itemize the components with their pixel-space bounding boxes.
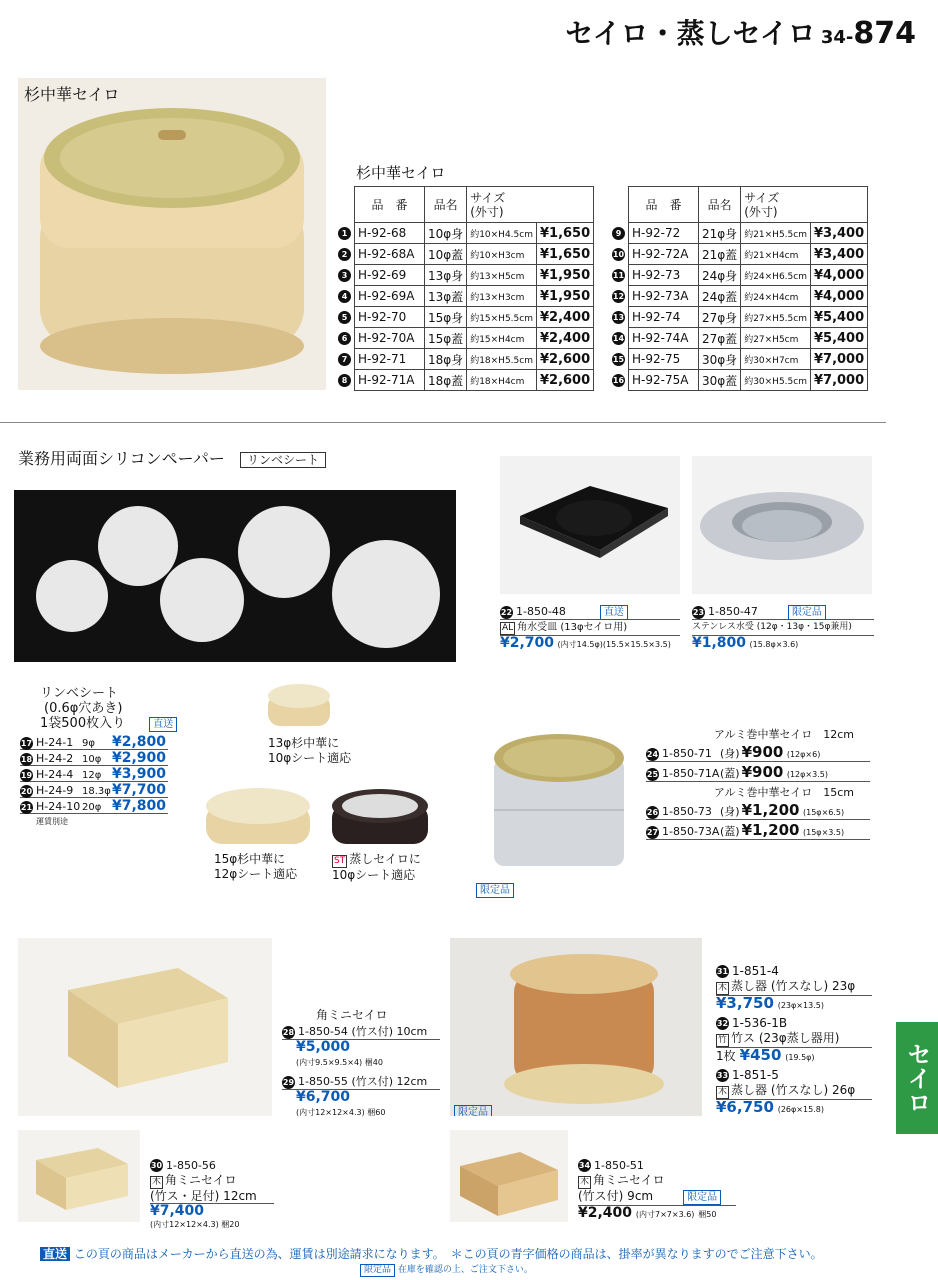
row-number: 10: [612, 250, 625, 259]
page-title: セイロ・蒸しセイロ: [565, 17, 816, 50]
alumi-title-12: アルミ巻中華セイロ 12cm: [714, 728, 854, 741]
silicon-photo: [14, 490, 456, 662]
cell-name: 21φ身: [699, 223, 741, 244]
row-number: 16: [612, 376, 625, 385]
item-code: H-24-1: [36, 736, 74, 749]
item28: 28 1-850-54 (竹ス付) 10cm ¥5,000 (内寸9.5×9.5×4) 梱40: [282, 1024, 440, 1070]
table-row: [612, 328, 868, 349]
sugi-table-left: [338, 186, 594, 391]
cell-code: H-92-72: [629, 223, 699, 244]
sheet-13-photo: [264, 676, 334, 732]
header-name: 品名: [699, 187, 741, 223]
silicon-desc-name: リンベシート: [40, 686, 119, 701]
cell-size: 約15×H5.5cm: [467, 307, 537, 328]
cell-num: [338, 349, 355, 370]
list-item: [20, 782, 168, 798]
item-note: (12φ×6): [786, 750, 821, 759]
item-part: (蓋): [720, 825, 740, 838]
item-size: 9φ: [82, 738, 95, 749]
row-number: 4: [338, 290, 351, 303]
sugi-photo: [18, 78, 326, 390]
row-number: 6: [338, 332, 351, 345]
cell-num: [612, 265, 629, 286]
cell-price: ¥1,650: [536, 244, 593, 265]
cell-name: 27φ蓋: [699, 328, 741, 349]
row-number: 3: [338, 269, 351, 282]
silicon-title: 業務用両面シリコンペーパー: [18, 449, 225, 468]
list-item: [20, 734, 168, 750]
row-number: 27: [646, 827, 659, 837]
cell-name: 13φ身: [425, 265, 467, 286]
table-row: [612, 286, 868, 307]
header-size: サイズ (外寸): [741, 187, 868, 223]
cell-code: H-92-69: [355, 265, 425, 286]
kaku-photo: [18, 938, 272, 1116]
table-row: [338, 328, 594, 349]
item-part: (身): [720, 747, 740, 760]
item22-info: 22 1-850-48 直送 AL 角水受皿 (13φセイロ用) ¥2,700 (内寸14.5φ)(15.5×15.5×3.5): [500, 604, 680, 652]
cell-code: H-92-70A: [355, 328, 425, 349]
footer-direct-tag: 直送: [40, 1247, 70, 1261]
side-tab: [896, 1022, 938, 1134]
row-number: 20: [20, 786, 33, 796]
cell-code: H-92-73: [629, 265, 699, 286]
row-number: 15: [612, 355, 625, 364]
cell-size: 約27×H5cm: [741, 328, 811, 349]
alumi-photo: [486, 718, 632, 876]
row-number: 1: [338, 227, 351, 240]
row-number: 12: [612, 292, 625, 301]
cell-name: 27φ身: [699, 307, 741, 328]
direct-tag: 直送: [149, 717, 177, 732]
cell-name: 24φ蓋: [699, 286, 741, 307]
sugi-photo-label: 杉中華セイロ: [24, 85, 120, 104]
cell-num: [338, 307, 355, 328]
caption-st: ST 蒸しセイロに 10φシート適応: [332, 852, 421, 882]
row-number: 2: [338, 248, 351, 261]
item-note: (15φ×3.5): [802, 828, 845, 837]
cell-code: H-92-71A: [355, 370, 425, 391]
table-header: [338, 187, 594, 223]
cell-price: ¥2,600: [536, 349, 593, 370]
cell-name: 10φ身: [425, 223, 467, 244]
caption-15: 15φ杉中華に 12φシート適応: [214, 852, 298, 881]
item23-info: 23 1-850-47 限定品 ステンレス水受 (12φ・13φ・15φ兼用) ¥1,800 (15.8φ×3.6): [692, 604, 874, 652]
item23-photo: [692, 456, 872, 594]
row-number: 14: [612, 334, 625, 343]
item-price: ¥1,200: [741, 821, 800, 839]
silicon-desc-pack: 1袋500枚入り 直送: [40, 716, 177, 732]
item30-photo: [18, 1130, 140, 1222]
cell-name: 10φ蓋: [425, 244, 467, 265]
item34: 34 1-850-51 木 角ミニセイロ (竹ス付) 9cm 限定品 ¥2,400 (内寸7×7×3.6) 梱50: [578, 1158, 736, 1222]
item-code: H-24-4: [36, 768, 74, 781]
cell-num: [612, 328, 629, 349]
cell-name: 30φ身: [699, 349, 741, 370]
cell-price: ¥1,650: [536, 223, 593, 244]
item-note: (12φ×3.5): [786, 770, 828, 779]
table-row: [338, 370, 594, 391]
cell-price: ¥7,000: [810, 370, 867, 391]
item-price: ¥7,800: [112, 798, 167, 814]
item-price: ¥1,200: [741, 801, 800, 819]
item-note: (15φ×6.5): [802, 808, 845, 817]
cell-name: 18φ身: [425, 349, 467, 370]
row-number: 13: [612, 313, 625, 322]
cell-code: H-92-68A: [355, 244, 425, 265]
sugi-seiro-image: [18, 78, 326, 390]
cell-code: H-92-71: [355, 349, 425, 370]
cell-size: 約10×H4.5cm: [467, 223, 537, 244]
item-code: H-24-9: [36, 784, 74, 797]
cell-size: 約15×H4cm: [467, 328, 537, 349]
cell-size: 約30×H7cm: [741, 349, 811, 370]
item-code: H-24-10: [36, 800, 81, 813]
cell-price: ¥3,400: [810, 244, 867, 265]
cell-size: 約13×H3cm: [467, 286, 537, 307]
row-number: 7: [338, 353, 351, 366]
cell-size: 約18×H4cm: [467, 370, 537, 391]
silicon-price-list: [20, 734, 168, 814]
row-number: 19: [20, 770, 33, 780]
cell-num: [612, 307, 629, 328]
cell-name: 18φ蓋: [425, 370, 467, 391]
item-code: 1-850-73A: [662, 825, 720, 838]
cell-num: [612, 370, 629, 391]
cell-num: [612, 244, 629, 265]
cell-price: ¥4,000: [810, 265, 867, 286]
cell-size: 約21×H5.5cm: [741, 223, 811, 244]
cell-num: [338, 370, 355, 391]
silicon-title-row: [18, 446, 326, 469]
list-item: [646, 762, 870, 782]
cell-price: ¥2,400: [536, 307, 593, 328]
section-divider: [0, 422, 886, 423]
header-size: サイズ (外寸): [467, 187, 594, 223]
header-code: 品 番: [355, 187, 425, 223]
item-size: 10φ: [82, 754, 102, 765]
cell-code: H-92-73A: [629, 286, 699, 307]
row-number: 21: [20, 802, 33, 812]
table-row: [612, 370, 868, 391]
mushi-photo: [450, 938, 702, 1116]
alumi-list-12: [646, 742, 870, 782]
item-price: ¥3,900: [112, 766, 167, 782]
item-code: H-24-2: [36, 752, 74, 765]
cell-num: [612, 349, 629, 370]
page-header: [565, 12, 916, 52]
cell-price: ¥5,400: [810, 328, 867, 349]
cell-code: H-92-72A: [629, 244, 699, 265]
cell-num: [338, 328, 355, 349]
cell-num: [338, 244, 355, 265]
row-number: 11: [612, 271, 625, 280]
st-tag: ST: [334, 856, 346, 866]
cell-num: [338, 223, 355, 244]
sugi-table-right: [612, 186, 868, 391]
item-code: 1-850-73: [662, 805, 712, 818]
cell-price: ¥2,600: [536, 370, 593, 391]
table-row: [338, 244, 594, 265]
silicon-desc: [40, 686, 177, 732]
item30: 30 1-850-56 木 角ミニセイロ (竹ス・足付) 12cm ¥7,400 (内寸12×12×4.3) 梱20: [150, 1158, 274, 1232]
item-size: 18.3φ: [82, 786, 111, 797]
list-item: [20, 766, 168, 782]
cell-size: 約24×H6.5cm: [741, 265, 811, 286]
row-number: 8: [338, 374, 351, 387]
cell-size: 約13×H5cm: [467, 265, 537, 286]
mushi-tag: 限定品: [454, 1105, 492, 1116]
cell-code: H-92-69A: [355, 286, 425, 307]
row-number: 9: [612, 227, 625, 240]
item-part: (蓋): [720, 767, 740, 780]
item32: 32 1-536-1B 竹 竹ス (23φ蒸し器用) 1枚 ¥450 (19.5φ): [716, 1016, 872, 1065]
table-row: [612, 349, 868, 370]
item-price: ¥2,900: [112, 750, 167, 766]
cell-size: 約27×H5.5cm: [741, 307, 811, 328]
cell-price: ¥1,950: [536, 265, 593, 286]
cell-name: 13φ蓋: [425, 286, 467, 307]
cell-num: [338, 286, 355, 307]
row-number: 17: [20, 738, 33, 748]
cell-price: ¥7,000: [810, 349, 867, 370]
caption-13: 13φ杉中華に 10φシート適応: [268, 736, 352, 765]
item-price: ¥7,700: [112, 782, 167, 798]
item-code: 1-850-71A: [662, 767, 720, 780]
silicon-shipping: 運賃別途: [36, 817, 68, 826]
side-tab-label: セイロ: [903, 1042, 931, 1114]
list-item: [20, 798, 168, 814]
table-header: [612, 187, 868, 223]
item-code: 1-850-71: [662, 747, 712, 760]
silicon-desc-hole: (0.6φ穴あき): [44, 701, 123, 716]
cell-price: ¥1,950: [536, 286, 593, 307]
cell-name: 15φ蓋: [425, 328, 467, 349]
cell-code: H-92-75A: [629, 370, 699, 391]
item33: 33 1-851-5 木 蒸し器 (竹スなし) 26φ ¥6,750 (26φ×15.8): [716, 1068, 872, 1117]
item-price: ¥900: [741, 743, 784, 761]
row-number: 25: [646, 769, 659, 779]
silicon-sheets-image: [14, 490, 456, 662]
header-code: 品 番: [629, 187, 699, 223]
item22-photo: [500, 456, 680, 594]
page-number: 874: [853, 16, 916, 51]
alumi-tag: 限定品: [476, 878, 514, 898]
cell-code: H-92-74A: [629, 328, 699, 349]
cell-code: H-92-74: [629, 307, 699, 328]
item-size: 12φ: [82, 770, 102, 781]
footer: 直送 この頁の商品はメーカーから直送の為、運賃は別途請求になります。 ＊この頁の青字価格の商品は、掛率が異なりますのでご注意下さい。 限定品 在庫を確認の上、ご注文下さい。: [40, 1246, 900, 1278]
table-row: [338, 286, 594, 307]
cell-name: 15φ身: [425, 307, 467, 328]
alumi-title-15: アルミ巻中華セイロ 15cm: [714, 786, 854, 799]
sugi-table-title: 杉中華セイロ: [356, 164, 446, 182]
sheet-15-photo: [202, 780, 314, 850]
cell-price: ¥4,000: [810, 286, 867, 307]
row-number: 18: [20, 754, 33, 764]
silicon-brand: リンベシート: [240, 452, 326, 468]
table-row: [338, 223, 594, 244]
item34-photo: [450, 1130, 568, 1222]
cell-size: 約30×H5.5cm: [741, 370, 811, 391]
row-number: 24: [646, 749, 659, 759]
cell-size: 約24×H4cm: [741, 286, 811, 307]
cell-name: 24φ身: [699, 265, 741, 286]
item-price: ¥2,800: [112, 734, 167, 750]
list-item: [646, 820, 870, 840]
cell-size: 約10×H3cm: [467, 244, 537, 265]
header-name: 品名: [425, 187, 467, 223]
cell-size: 約18×H5.5cm: [467, 349, 537, 370]
item31: 31 1-851-4 木 蒸し器 (竹スなし) 23φ ¥3,750 (23φ×13.5): [716, 964, 872, 1013]
list-item: [646, 742, 870, 762]
row-number: 26: [646, 807, 659, 817]
kaku-title: 角ミニセイロ: [316, 1008, 388, 1022]
cell-name: 30φ蓋: [699, 370, 741, 391]
item29: 29 1-850-55 (竹ス付) 12cm ¥6,700 (内寸12×12×4.3) 梱60: [282, 1074, 440, 1120]
cell-num: [612, 223, 629, 244]
table-row: [612, 223, 868, 244]
cell-price: ¥2,400: [536, 328, 593, 349]
alumi-list-15: [646, 800, 870, 840]
cell-code: H-92-75: [629, 349, 699, 370]
table-row: [612, 244, 868, 265]
item-part: (身): [720, 805, 740, 818]
row-number: 5: [338, 311, 351, 324]
cell-price: ¥5,400: [810, 307, 867, 328]
cell-size: 約21×H4cm: [741, 244, 811, 265]
cell-num: [612, 286, 629, 307]
list-item: [20, 750, 168, 766]
page-prefix: 34-: [820, 27, 854, 48]
cell-price: ¥3,400: [810, 223, 867, 244]
item-size: 20φ: [82, 802, 102, 813]
cell-code: H-92-70: [355, 307, 425, 328]
table-row: [338, 307, 594, 328]
item-price: ¥900: [741, 763, 784, 781]
cell-code: H-92-68: [355, 223, 425, 244]
table-row: [338, 349, 594, 370]
table-row: [612, 265, 868, 286]
table-row: [338, 265, 594, 286]
sheet-st-photo: [326, 780, 434, 850]
cell-name: 21φ蓋: [699, 244, 741, 265]
table-row: [612, 307, 868, 328]
list-item: [646, 800, 870, 820]
cell-num: [338, 265, 355, 286]
